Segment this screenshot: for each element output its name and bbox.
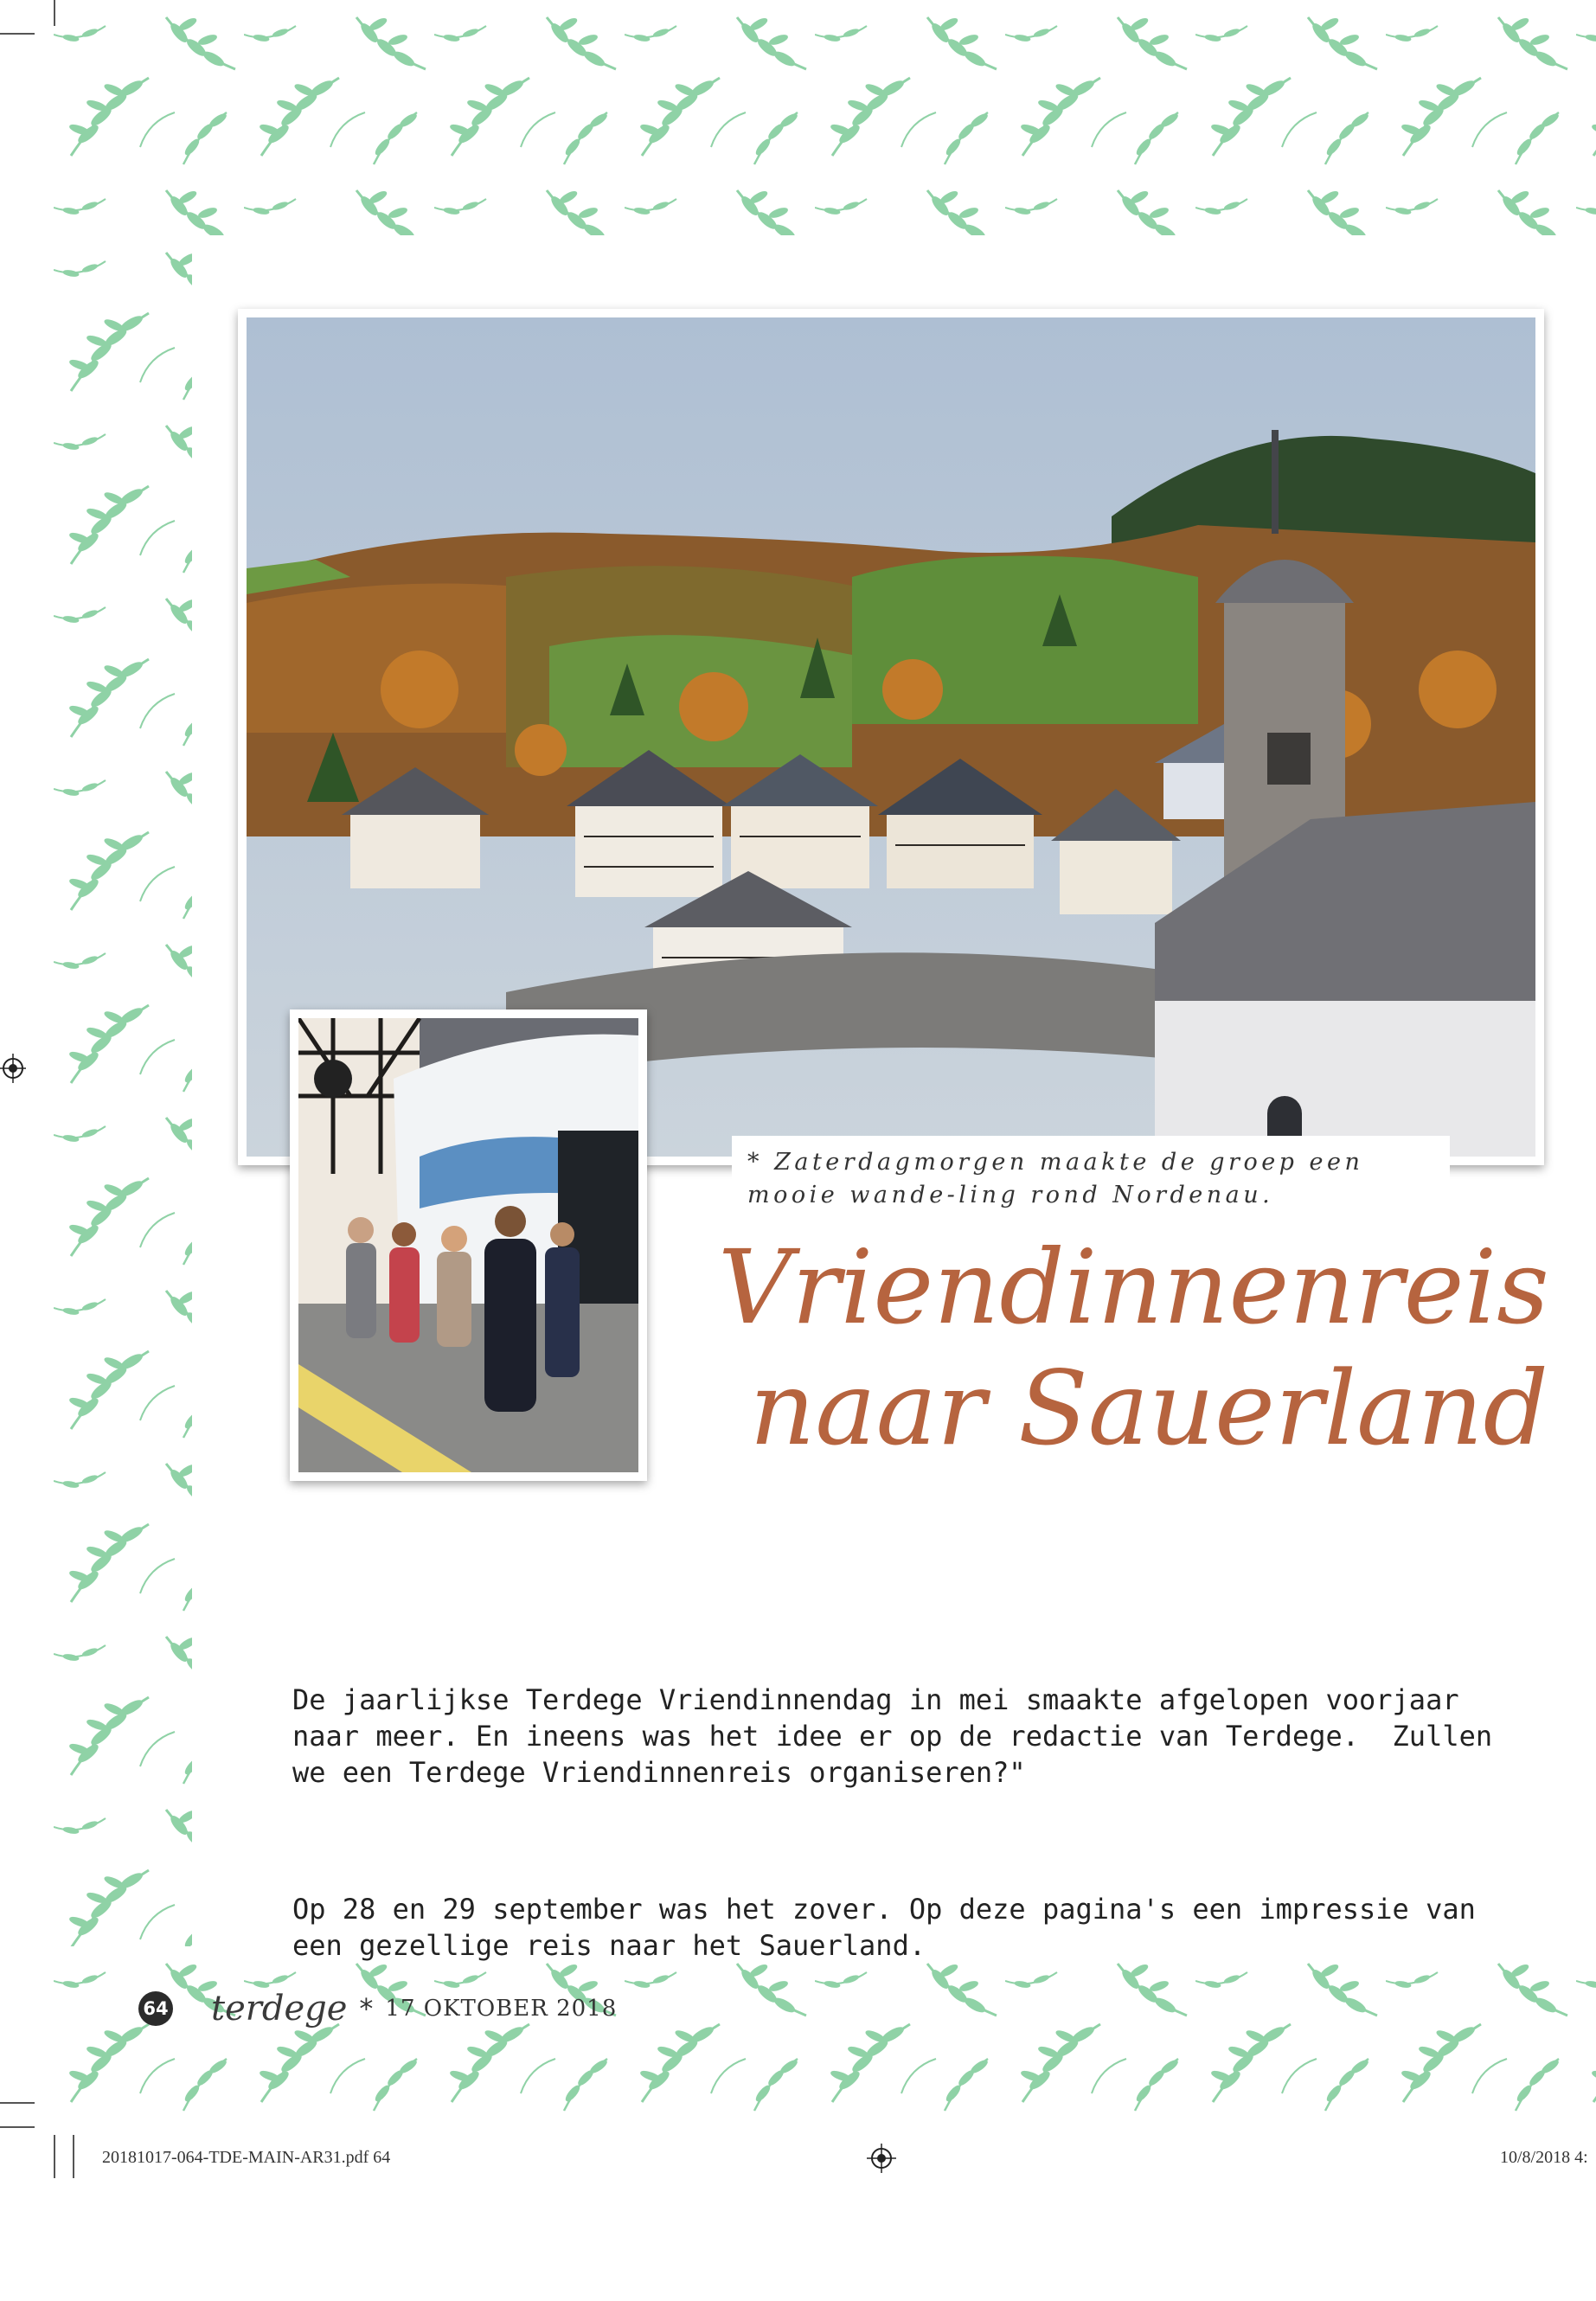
crop-mark xyxy=(73,2135,74,2178)
article-title xyxy=(718,1227,1548,1469)
crop-mark xyxy=(0,2102,35,2104)
crop-mark xyxy=(0,2126,35,2128)
intro-paragraph-1: De jaarlijkse Terdege Vriendinnendag in mei smaakte afgelopen voorjaar naar meer. En ineens was het idee er op de redactie van Terdege. Zullen we een Terdege Vriendinnenreis organiseren?" xyxy=(292,1683,1493,1789)
slug-timestamp: 10/8/2018 4: xyxy=(1500,2148,1588,2167)
intro-paragraph-2: Op 28 en 29 september was het zover. Op deze pagina's een impressie van een gezellige reis naar het Sauerland. xyxy=(292,1893,1476,1962)
group-photo xyxy=(290,1009,647,1481)
page-number-badge: 64 xyxy=(138,1991,173,2026)
intro-text xyxy=(292,1609,1538,2000)
leaf-pattern-top xyxy=(54,0,1596,235)
photo-caption: * Zaterdagmorgen maakte de groep een mooie wande-ling rond Nordenau. xyxy=(732,1136,1450,1224)
page-footer xyxy=(138,1989,618,2029)
separator-star: * xyxy=(359,1992,374,2025)
registration-mark-icon xyxy=(0,1054,26,1083)
crop-mark xyxy=(54,0,55,26)
slug-filename: 20181017-064-TDE-MAIN-AR31.pdf 64 xyxy=(102,2148,391,2167)
issue-date: 17 OKTOBER 2018 xyxy=(385,1996,618,2022)
title-line-1: Vriendinnenreis xyxy=(718,1227,1549,1347)
crop-mark xyxy=(54,2135,55,2178)
crop-mark xyxy=(0,33,35,35)
registration-mark-icon xyxy=(867,2144,896,2173)
title-line-2: naar Sauerland xyxy=(749,1349,1548,1468)
leaf-pattern-left xyxy=(54,235,192,1946)
brand-logo: terdege xyxy=(211,1989,348,2029)
